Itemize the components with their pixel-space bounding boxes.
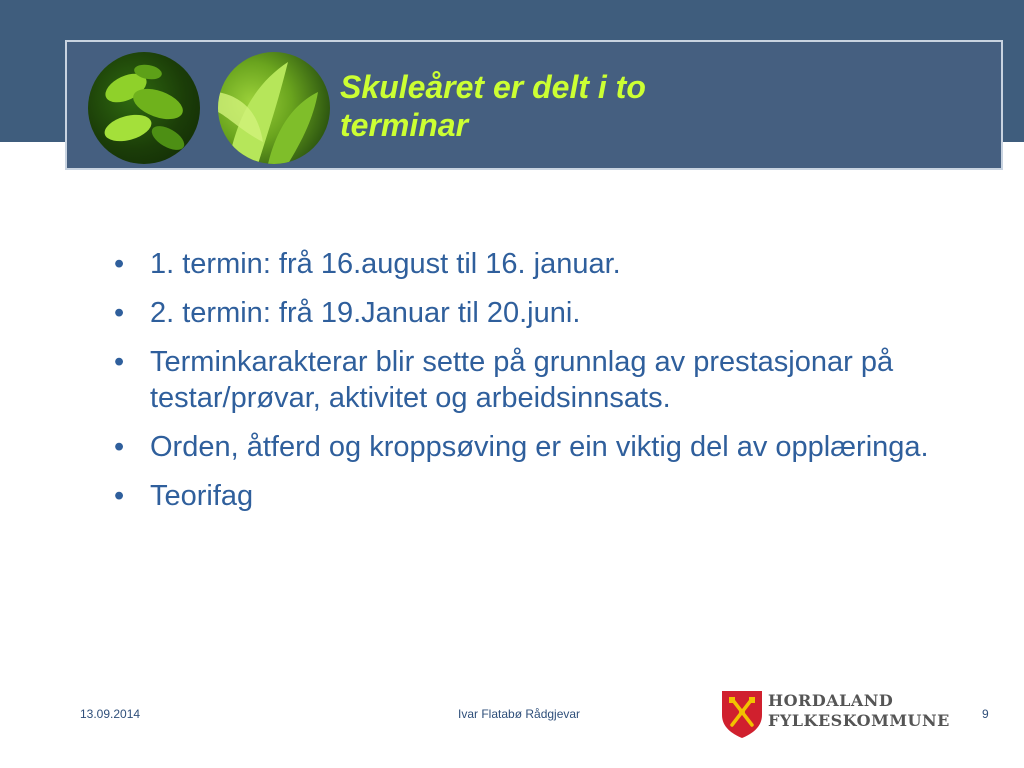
footer-date: 13.09.2014 bbox=[80, 707, 141, 721]
bullet-dot-icon: • bbox=[114, 346, 125, 378]
coat-of-arms-icon bbox=[720, 689, 764, 739]
bullet-dot-icon: • bbox=[114, 248, 125, 280]
slide-title-line-1: Skuleåret er delt i to bbox=[340, 69, 646, 105]
logo-wordmark bbox=[768, 691, 950, 731]
bullet-item bbox=[110, 429, 970, 465]
slide-title bbox=[340, 68, 980, 144]
leaf-photo-icon-left bbox=[88, 52, 200, 164]
bullet-text: 1. termin: frå 16.august til 16. januar. bbox=[150, 248, 621, 280]
footer-author: Ivar Flatabø Rådgjevar bbox=[458, 707, 581, 721]
bullet-text: Teorifag bbox=[150, 480, 254, 512]
bullet-text: 2. termin: frå 19.Januar til 20.juni. bbox=[150, 297, 581, 329]
footer-page-number: 9 bbox=[982, 707, 989, 721]
bullet-item bbox=[110, 478, 970, 514]
bullet-item bbox=[110, 295, 970, 331]
bullet-text: Orden, åtferd og kroppsøving er ein viktig del av opplæringa. bbox=[150, 431, 929, 463]
leaf-photo-art-left bbox=[88, 52, 200, 164]
logo-line-2: FYLKESKOMMUNE bbox=[768, 711, 950, 730]
bullet-dot-icon: • bbox=[114, 431, 125, 463]
logo-line-1: HORDALAND bbox=[768, 691, 894, 710]
slide-title-line-2: terminar bbox=[340, 107, 469, 143]
bullet-dot-icon: • bbox=[114, 480, 125, 512]
leaf-photo-art-right bbox=[218, 52, 330, 164]
bullet-item bbox=[110, 246, 970, 282]
leaf-photo-icon-right bbox=[218, 52, 330, 164]
bullet-dot-icon: • bbox=[114, 297, 125, 329]
bullet-text: Terminkarakterar blir sette på grunnlag av prestasjonar på testar/prøvar, aktivitet og arbeidsinnsats. bbox=[150, 346, 894, 414]
hordaland-logo bbox=[720, 689, 950, 741]
bullet-item bbox=[110, 344, 970, 416]
bullet-list bbox=[110, 246, 970, 527]
